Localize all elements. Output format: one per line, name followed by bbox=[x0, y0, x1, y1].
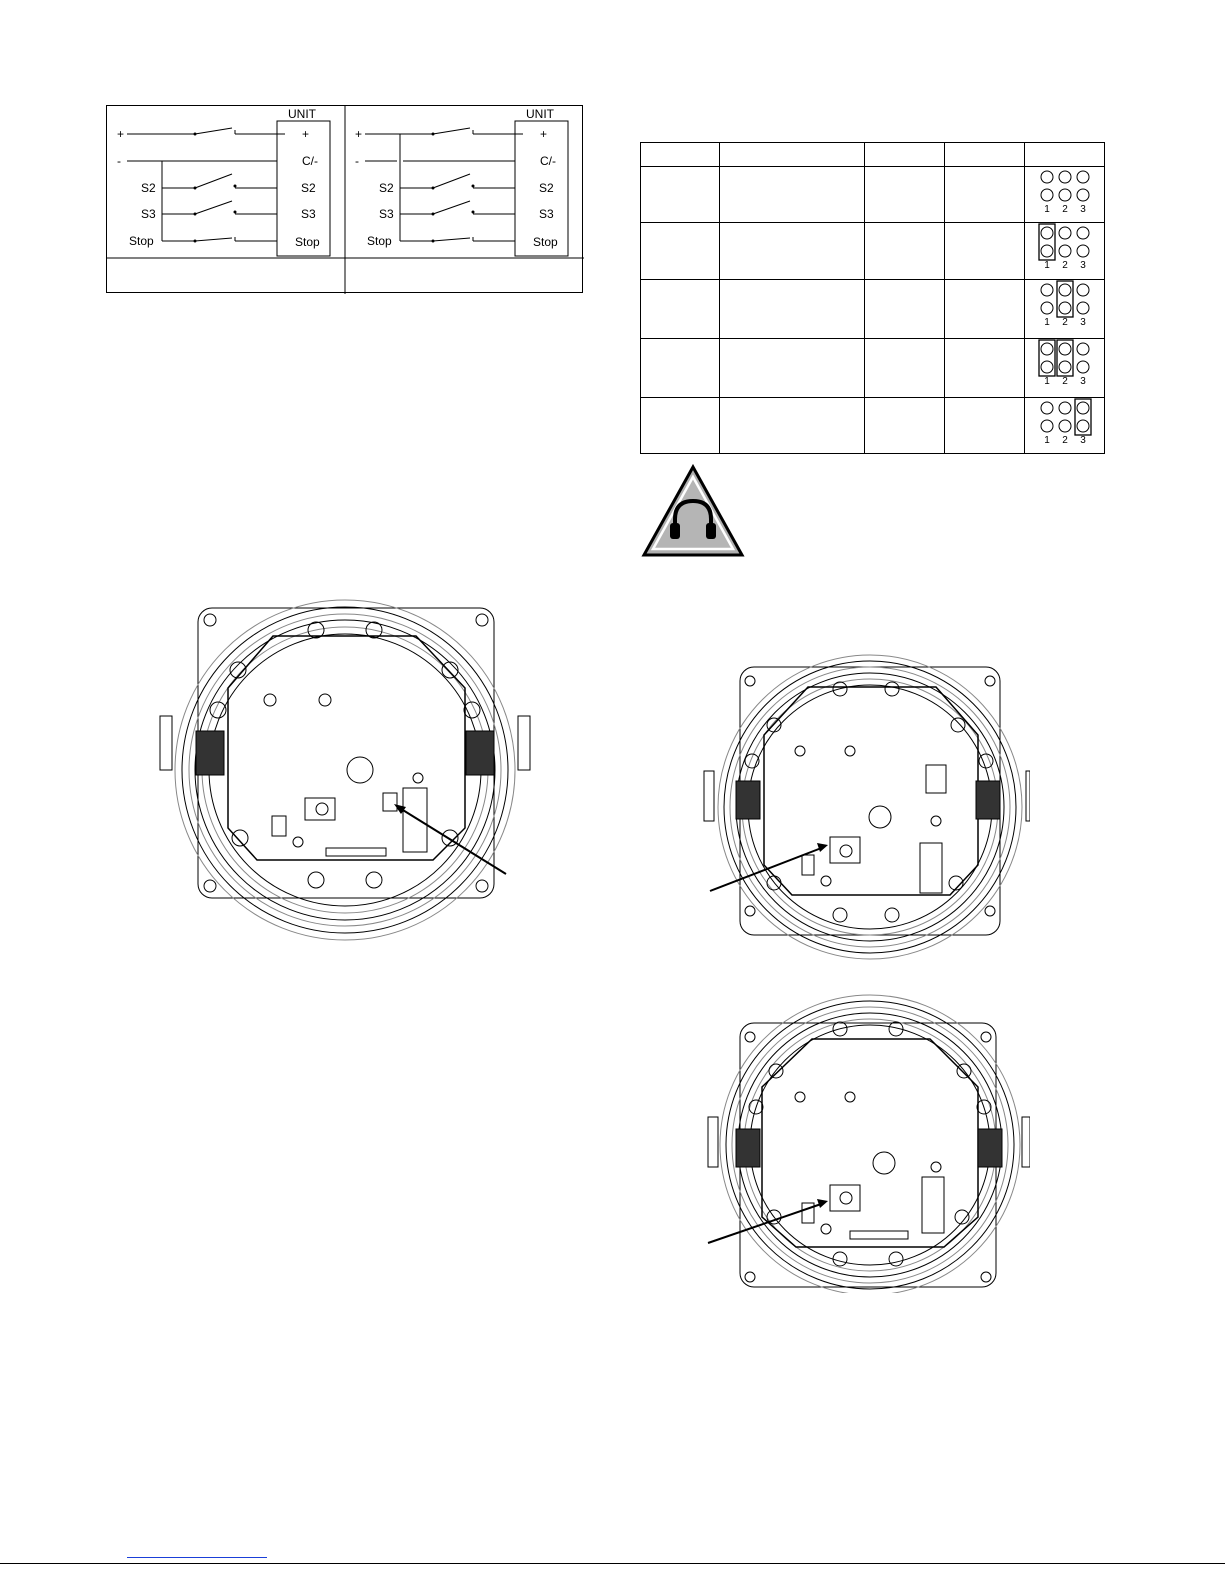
jumper-pin bbox=[1059, 189, 1071, 201]
jumper-pin-label: 3 bbox=[1080, 317, 1086, 328]
enclosure-top-view-2 bbox=[700, 647, 1030, 967]
table-cell bbox=[720, 167, 865, 223]
table-cell bbox=[720, 339, 865, 398]
wire-label-plus: + bbox=[355, 127, 363, 141]
wire-label-s2: S2 bbox=[379, 181, 394, 195]
terminal-common: C/- bbox=[540, 154, 556, 168]
jumper-pin bbox=[1077, 284, 1089, 296]
jumper-pin-label: 2 bbox=[1062, 376, 1068, 387]
jumper-pin bbox=[1041, 245, 1053, 257]
table-cell bbox=[641, 143, 720, 167]
wire-label-s3: S3 bbox=[379, 207, 394, 221]
jumper-pin bbox=[1059, 343, 1071, 355]
wiring-diagram-right bbox=[355, 107, 568, 256]
table-cell bbox=[865, 143, 945, 167]
table-cell bbox=[945, 398, 1025, 454]
jumper-pin-label: 2 bbox=[1062, 204, 1068, 215]
table-cell bbox=[641, 223, 720, 280]
jumper-diagram bbox=[1025, 280, 1104, 333]
table-cell bbox=[865, 398, 945, 454]
jumper-diagram bbox=[1025, 398, 1104, 448]
jumper-pin-label: 1 bbox=[1044, 317, 1050, 328]
jumper-pin-label: 2 bbox=[1062, 317, 1068, 328]
jumper-pin bbox=[1077, 189, 1089, 201]
jumper-pin bbox=[1077, 245, 1089, 257]
terminal-s3: S3 bbox=[301, 207, 316, 221]
jumper-pin bbox=[1041, 420, 1053, 432]
table-cell bbox=[865, 167, 945, 223]
wire-label-stop: Stop bbox=[129, 234, 154, 248]
hearing-protection-warning-icon bbox=[640, 463, 746, 559]
table-cell bbox=[865, 339, 945, 398]
table-header-row bbox=[641, 143, 1105, 167]
jumper-pin bbox=[1059, 302, 1071, 314]
jumper-pin bbox=[1041, 361, 1053, 373]
jumper-pin bbox=[1041, 302, 1053, 314]
terminal-plus: + bbox=[302, 127, 310, 141]
jumper-cell bbox=[1025, 398, 1105, 454]
jumper-pin bbox=[1041, 227, 1053, 239]
wire-label-minus: - bbox=[117, 154, 121, 168]
table-row bbox=[641, 167, 1105, 223]
table-cell bbox=[865, 223, 945, 280]
jumper-pin bbox=[1041, 402, 1053, 414]
footer-rule bbox=[0, 1563, 1225, 1564]
table-cell bbox=[720, 398, 865, 454]
jumper-pin-label: 2 bbox=[1062, 260, 1068, 271]
jumper-pin-label: 1 bbox=[1044, 260, 1050, 271]
jumper-pin bbox=[1059, 361, 1071, 373]
jumper-pin bbox=[1041, 189, 1053, 201]
jumper-diagram bbox=[1025, 167, 1104, 217]
jumper-pin bbox=[1077, 171, 1089, 183]
wire-label-stop: Stop bbox=[367, 234, 392, 248]
enclosure-top-view-1 bbox=[150, 588, 540, 958]
terminal-s2: S2 bbox=[301, 181, 316, 195]
jumper-pin bbox=[1041, 343, 1053, 355]
table-cell bbox=[641, 167, 720, 223]
table-cell bbox=[641, 280, 720, 339]
wiring-diagram-left bbox=[117, 107, 330, 256]
table-cell bbox=[720, 280, 865, 339]
jumper-pin bbox=[1059, 420, 1071, 432]
jumper-pin-label: 3 bbox=[1080, 376, 1086, 387]
table-cell bbox=[641, 339, 720, 398]
table-cell bbox=[945, 223, 1025, 280]
table-cell bbox=[945, 280, 1025, 339]
terminal-common: C/- bbox=[302, 154, 318, 168]
jumper-diagram bbox=[1025, 339, 1104, 392]
jumper-pin bbox=[1077, 343, 1089, 355]
wire-label-s3: S3 bbox=[141, 207, 156, 221]
table-row bbox=[641, 339, 1105, 398]
wiring-diagrams bbox=[106, 105, 583, 293]
wire-label-minus: - bbox=[355, 154, 359, 168]
unit-label: UNIT bbox=[526, 107, 554, 121]
jumper-cell bbox=[1025, 167, 1105, 223]
jumper-diagram bbox=[1025, 223, 1104, 274]
jumper-pin bbox=[1077, 402, 1089, 414]
jumper-pin bbox=[1059, 402, 1071, 414]
jumper-cell bbox=[1025, 223, 1105, 280]
jumper-pin bbox=[1059, 245, 1071, 257]
terminal-stop: Stop bbox=[295, 235, 320, 249]
jumper-pin-label: 1 bbox=[1044, 376, 1050, 387]
jumper-pin bbox=[1041, 284, 1053, 296]
jumper-pin bbox=[1077, 227, 1089, 239]
jumper-pin-label: 1 bbox=[1044, 435, 1050, 446]
table-row bbox=[641, 398, 1105, 454]
jumper-pin bbox=[1059, 227, 1071, 239]
jumper-pin bbox=[1059, 284, 1071, 296]
jumper-pin bbox=[1077, 361, 1089, 373]
jumper-cell bbox=[1025, 280, 1105, 339]
jumper-settings-table bbox=[640, 142, 1105, 454]
table-cell bbox=[641, 398, 720, 454]
wire-label-s2: S2 bbox=[141, 181, 156, 195]
terminal-plus: + bbox=[540, 127, 548, 141]
jumper-pin bbox=[1077, 302, 1089, 314]
table-cell bbox=[1025, 143, 1105, 167]
terminal-stop: Stop bbox=[533, 235, 558, 249]
jumper-pin-label: 3 bbox=[1080, 204, 1086, 215]
jumper-pin-label: 2 bbox=[1062, 435, 1068, 446]
jumper-pin bbox=[1077, 420, 1089, 432]
enclosure-top-view-3 bbox=[700, 993, 1030, 1293]
table-cell bbox=[945, 143, 1025, 167]
jumper-pin-label: 3 bbox=[1080, 260, 1086, 271]
jumper-pin-label: 3 bbox=[1080, 435, 1086, 446]
jumper-cell bbox=[1025, 339, 1105, 398]
table-cell bbox=[945, 167, 1025, 223]
terminal-s3: S3 bbox=[539, 207, 554, 221]
table-row bbox=[641, 223, 1105, 280]
table-cell bbox=[720, 143, 865, 167]
jumper-pin bbox=[1041, 171, 1053, 183]
table-cell bbox=[865, 280, 945, 339]
unit-label: UNIT bbox=[288, 107, 316, 121]
jumper-pin-label: 1 bbox=[1044, 204, 1050, 215]
table-cell bbox=[945, 339, 1025, 398]
wire-label-plus: + bbox=[117, 127, 125, 141]
table-cell bbox=[720, 223, 865, 280]
footer-link-underline[interactable] bbox=[127, 1557, 267, 1558]
jumper-pin bbox=[1059, 171, 1071, 183]
terminal-s2: S2 bbox=[539, 181, 554, 195]
table-row bbox=[641, 280, 1105, 339]
wiring-diagram-svg bbox=[107, 106, 584, 294]
